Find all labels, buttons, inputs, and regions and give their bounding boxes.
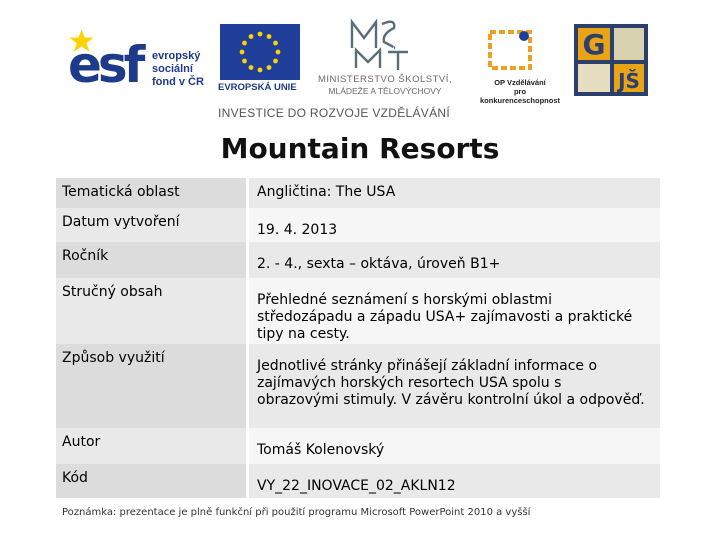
row-label: Datum vytvoření xyxy=(62,214,180,230)
footnote: Poznámka: prezentace je plně funkční při použití programu Microsoft PowerPoint 2010 a vyšší xyxy=(62,507,531,518)
table-row xyxy=(56,464,660,498)
msmt-monogram-icon xyxy=(348,18,418,72)
msmt-logo xyxy=(310,18,460,104)
table-row xyxy=(56,178,660,208)
row-value: VY_22_INOVACE_02_AKLN12 xyxy=(257,478,456,494)
row-value: 19. 4. 2013 xyxy=(257,222,338,238)
esf-wordmark: esf xyxy=(68,36,142,94)
row-label: Tematická oblast xyxy=(62,184,180,200)
page-title: Mountain Resorts xyxy=(220,132,500,165)
table-row xyxy=(56,428,660,464)
opvk-caption: OP Vzdělávání pro konkurenceschopnost xyxy=(479,78,561,105)
esf-caption: evropský sociální fond v ČR xyxy=(152,50,204,88)
row-label: Ročník xyxy=(62,248,109,264)
row-value: Tomáš Kolenovský xyxy=(257,442,385,458)
eu-caption: EVROPSKÁ UNIE xyxy=(218,82,297,93)
row-label: Způsob využití xyxy=(62,350,165,366)
svg-text:G: G xyxy=(582,28,606,61)
gjs-logo xyxy=(572,22,652,100)
row-label: Autor xyxy=(62,434,101,450)
msmt-line2: MLÁDEŽE A TĚLOVÝCHOVY xyxy=(328,86,442,96)
opvk-frame-icon xyxy=(486,26,538,74)
row-label: Kód xyxy=(62,470,88,486)
esf-logo xyxy=(66,22,216,98)
logo-header xyxy=(0,0,720,125)
gjs-shield-icon xyxy=(572,22,652,100)
table-row xyxy=(56,208,660,242)
row-value: Jednotlivé stránky přinášejí základní informace o zajímavých horských resortech USA spolu s obrazovými stimuly. V závěru kontrolní úkol a odpověď. xyxy=(257,358,645,408)
table-row xyxy=(56,242,660,278)
eu-logo xyxy=(218,22,304,94)
table-row xyxy=(56,278,660,344)
svg-text:JŠ: JŠ xyxy=(618,69,640,93)
msmt-line1: MINISTERSTVO ŠKOLSTVÍ, xyxy=(318,74,452,85)
tagline: INVESTICE DO ROZVOJE VZDĚLÁVÁNÍ xyxy=(218,106,451,120)
row-label: Stručný obsah xyxy=(62,284,163,300)
eu-flag-icon xyxy=(220,24,300,80)
row-value: 2. - 4., sexta – oktáva, úroveň B1+ xyxy=(257,256,501,272)
row-value: Přehledné seznámení s horskými oblastmi středozápadu a západu USA+ zajímavosti a praktické tipy na cesty. xyxy=(257,292,633,342)
row-value: Angličtina: The USA xyxy=(257,184,396,200)
opvk-logo xyxy=(474,22,564,105)
table-row xyxy=(56,344,660,428)
